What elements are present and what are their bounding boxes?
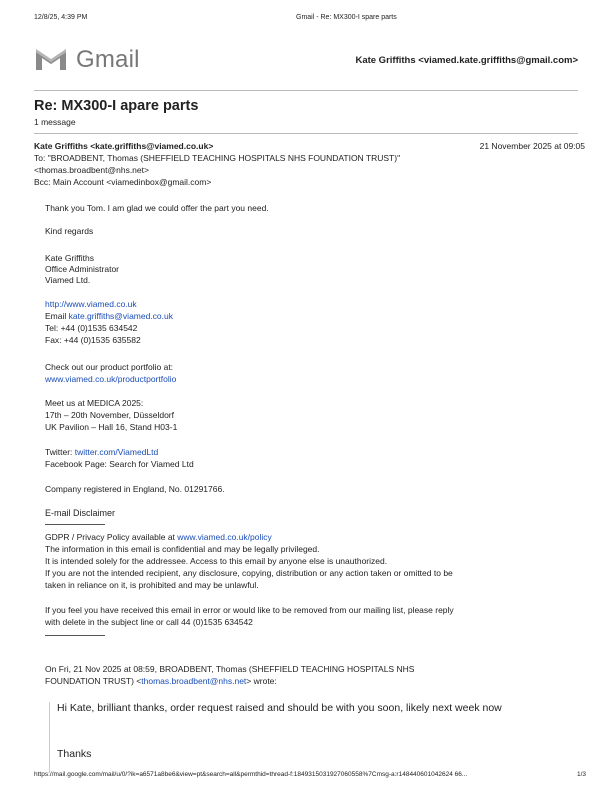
email-line bbox=[45, 311, 173, 323]
facebook-line: Facebook Page: Search for Viamed Ltd bbox=[45, 459, 194, 469]
remove-line-1: If you feel you have received this email in error or would like to be removed from our mailing list, please reply bbox=[45, 605, 454, 615]
twitter-link[interactable]: twitter.com/ViamedLtd bbox=[74, 447, 159, 457]
company-registration: Company registered in England, No. 01291766. bbox=[45, 484, 225, 494]
disclaimer-title: E-mail Disclaimer bbox=[45, 508, 116, 518]
quoted-line-1: Hi Kate, brilliant thanks, order request raised and should be with you soon, likely next week now bbox=[57, 702, 502, 714]
quote-bar bbox=[49, 702, 50, 772]
remove-line-2: with delete in the subject line or call 44 (0)1535 634542 bbox=[45, 617, 253, 627]
body-regards: Kind regards bbox=[45, 226, 94, 236]
portfolio-intro: Check out our product portfolio at: bbox=[45, 362, 174, 372]
message-count: 1 message bbox=[34, 117, 76, 127]
signature-role: Office Administrator bbox=[45, 264, 120, 274]
disclaimer-line-2: It is intended solely for the addressee. Access to this email by anyone else is unauthorized. bbox=[45, 556, 388, 566]
message-date: 21 November 2025 at 09:05 bbox=[479, 141, 585, 151]
quoted-header-prefix: FOUNDATION TRUST) < bbox=[45, 676, 142, 686]
email-subject: Re: MX300-I apare parts bbox=[34, 98, 199, 114]
gmail-m-icon bbox=[34, 46, 68, 72]
quoted-header-2 bbox=[45, 676, 277, 688]
print-datetime: 12/8/25, 4:39 PM bbox=[34, 14, 88, 21]
gdpr-label: GDPR / Privacy Policy available at bbox=[45, 532, 178, 542]
medica-title: Meet us at MEDICA 2025: bbox=[45, 398, 144, 408]
medica-dates: 17th – 20th November, Düsseldorf bbox=[45, 410, 174, 420]
message-to-email: <thomas.broadbent@nhs.net> bbox=[34, 165, 149, 175]
account-header: Kate Griffiths <viamed.kate.griffiths@gmail.com> bbox=[355, 55, 578, 66]
website-link[interactable]: http://www.viamed.co.uk bbox=[45, 299, 137, 309]
gmail-logo bbox=[34, 44, 138, 74]
gdpr-link[interactable]: www.viamed.co.uk/policy bbox=[177, 532, 272, 542]
disclaimer-line-4: taken in reliance on it, is prohibited and may be unlawful. bbox=[45, 580, 259, 590]
portfolio-link[interactable]: www.viamed.co.uk/productportfolio bbox=[45, 374, 177, 384]
message-bcc: Bcc: Main Account <viamedinbox@gmail.com> bbox=[34, 177, 212, 187]
disclaimer-rule bbox=[45, 524, 105, 525]
message-from bbox=[34, 141, 213, 153]
email-label: Email bbox=[45, 311, 69, 321]
print-page-number: 1/3 bbox=[576, 771, 586, 778]
header-divider bbox=[34, 90, 578, 91]
message-to: To: "BROADBENT, Thomas (SHEFFIELD TEACHING HOSPITALS NHS FOUNDATION TRUST)" bbox=[34, 153, 401, 163]
quoted-email-link[interactable]: thomas.broadbent@nhs.net bbox=[141, 676, 247, 686]
signature-name: Kate Griffiths bbox=[45, 253, 94, 263]
subject-divider bbox=[34, 133, 578, 134]
quoted-header-1: On Fri, 21 Nov 2025 at 08:59, BROADBENT, Thomas (SHEFFIELD TEACHING HOSPITALS NHS bbox=[45, 664, 415, 674]
signature-company: Viamed Ltd. bbox=[45, 275, 91, 285]
quoted-line-2: Thanks bbox=[57, 748, 92, 760]
body-thanks: Thank you Tom. I am glad we could offer the part you need. bbox=[45, 203, 269, 213]
tel-line: Tel: +44 (0)1535 634542 bbox=[45, 323, 138, 333]
from-text: Kate Griffiths <kate.griffiths@viamed.co.uk> bbox=[34, 141, 214, 151]
quoted-header-suffix: > wrote: bbox=[246, 676, 277, 686]
gmail-wordmark: Gmail bbox=[76, 46, 140, 73]
signature-end-rule bbox=[45, 635, 105, 636]
fax-line: Fax: +44 (0)1535 635582 bbox=[45, 335, 141, 345]
disclaimer-line-1: The information in this email is confidential and may be legally privileged. bbox=[45, 544, 320, 554]
gdpr-line bbox=[45, 532, 272, 544]
twitter-line bbox=[45, 447, 158, 459]
email-link[interactable]: kate.griffiths@viamed.co.uk bbox=[68, 311, 174, 321]
disclaimer-line-3: If you are not the intended recipient, any disclosure, copying, distribution or any action taken or omitted to be bbox=[45, 568, 453, 578]
medica-stand: UK Pavilion – Hall 16, Stand H03-1 bbox=[45, 422, 178, 432]
print-title: Gmail - Re: MX300-I spare parts bbox=[296, 14, 397, 21]
print-footer-url: https://mail.google.com/mail/u/0/?ik=a6571a8be6&view=pt&search=all&permthid=thread-f:1849315031927060558%7Cmsg-a:r148440601042624 66... bbox=[34, 771, 468, 778]
twitter-label: Twitter: bbox=[45, 447, 75, 457]
